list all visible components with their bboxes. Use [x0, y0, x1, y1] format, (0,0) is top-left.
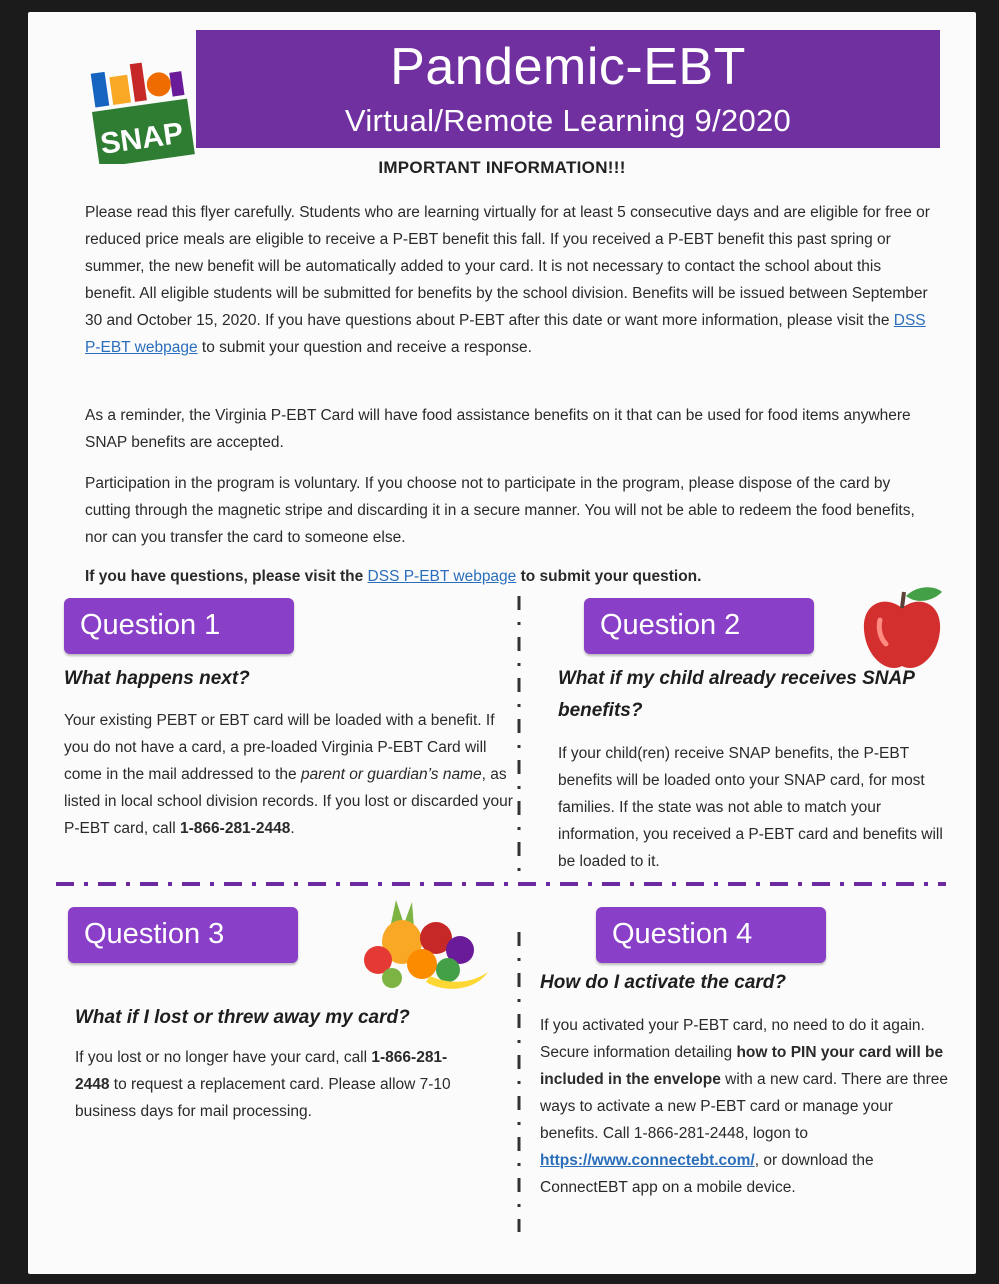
question-2-answer: If your child(ren) receive SNAP benefits, the P-EBT benefits will be loaded onto your SNAP card, for most families. If the state was not able to match your information, you received a P-EBT card and benefits will be loaded to it. — [558, 745, 943, 870]
intro-paragraph-1: Please read this flyer carefully. Students who are learning virtually for at least 5 consecutive days and are eligible for free or reduced price meals are eligible to receive a P-EBT benefit this fall. If you received a P-EBT benefit this past spring or summer, the new benefit will be automatically added to your card. It is not necessary to contact the school about this benefit. All eligible students will be submitted for benefits by the school division. Benefits will be issued between September 30 and October 15, 2020. If you have questions about P-EBT after this date or want more information, please visit the DSS P-EBT webpage to submit your question and receive a response. — [85, 204, 930, 356]
question-1-answer: Your existing PEBT or EBT card will be loaded with a benefit. If you do not have a card, a pre-loaded Virginia P-EBT Card will come in the mail addressed to the parent or guardian’s name, as listed in local school division records. If you lost or discarded your P-EBT card, call 1-866-281-2448. — [64, 712, 513, 837]
dss-pebt-link[interactable]: DSS P-EBT webpage — [85, 312, 926, 356]
question-1-badge: Question 1 — [64, 598, 294, 654]
vertical-divider-top — [517, 596, 521, 876]
page-title: Pandemic-EBT — [390, 38, 746, 96]
question-2-heading: What if my child already receives SNAP benefits? — [558, 668, 915, 721]
snap-logo — [84, 52, 214, 164]
question-3-badge: Question 3 — [68, 907, 298, 963]
title-banner — [196, 30, 940, 148]
intro-paragraph-3: Participation in the program is voluntary. If you choose not to participate in the program, please dispose of the card by cutting through the magnetic stripe and discarding it in a secure manner. You will not be able to redeem the food benefits, nor can you transfer the card to someone else. — [85, 475, 915, 546]
intro-paragraph-2: As a reminder, the Virginia P-EBT Card will have food assistance benefits on it that can be used for food items anywhere SNAP benefits are accepted. — [85, 407, 911, 451]
fruit-basket-icon — [356, 898, 492, 996]
horizontal-divider — [56, 882, 946, 886]
vertical-divider-bottom — [517, 932, 521, 1232]
question-3-answer: If you lost or no longer have your card, call 1-866-281-2448 to request a replacement card. Please allow 7-10 business days for mail processing. — [75, 1049, 451, 1120]
question-4-heading: How do I activate the card? — [540, 972, 786, 993]
flyer-page — [28, 12, 976, 1274]
question-4-answer: If you activated your P-EBT card, no need to do it again. Secure information detailing how to PIN your card will be included in the envelope with a new card. There are three ways to activate a new P-EBT card or manage your benefits. Call 1-866-281-2448, logon to https://www.connectebt.com/, or download the ConnectEBT app on a mobile device. — [540, 1017, 949, 1196]
dss-pebt-link-2[interactable]: DSS P-EBT webpage — [367, 568, 517, 585]
questions-note: If you have questions, please visit the DSS P-EBT webpage to submit your question. — [85, 568, 702, 585]
page-subtitle: Virtual/Remote Learning 9/2020 — [344, 103, 792, 138]
snap-logo-text: SNAP — [98, 116, 186, 161]
connectebt-link[interactable]: https://www.connectebt.com/ — [540, 1152, 755, 1169]
question-1-heading: What happens next? — [64, 668, 250, 689]
important-heading: IMPORTANT INFORMATION!!! — [378, 158, 626, 177]
question-2-badge: Question 2 — [584, 598, 814, 654]
apple-icon — [854, 580, 950, 676]
question-4-badge: Question 4 — [596, 907, 826, 963]
question-3-heading: What if I lost or threw away my card? — [75, 1007, 410, 1028]
